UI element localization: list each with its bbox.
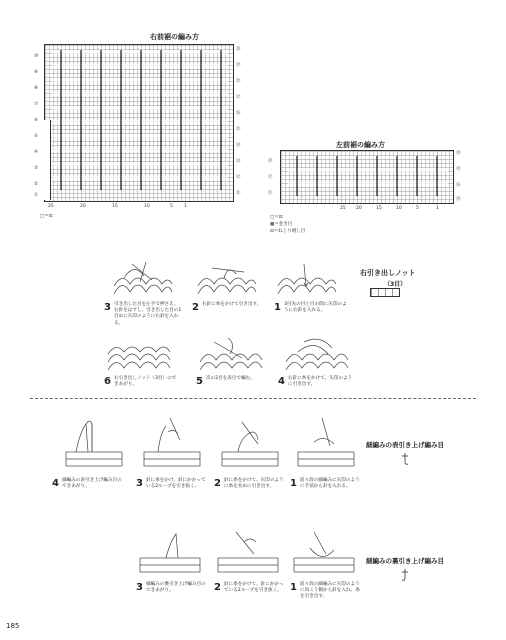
front-post-illustration-3	[140, 412, 204, 474]
chart-left-legend	[270, 214, 305, 235]
back-step-text: 針に糸をかけて、針にかかっている2ループを引き抜く。	[224, 582, 284, 594]
knot-illustration-5	[198, 334, 264, 376]
front-step-text: 針に糸をかけて、矢印のように糸を長めに引き出す。	[224, 478, 284, 490]
row-label: ⑲	[268, 159, 273, 164]
knot-step-text: 右針に糸をかけて引き出す。	[202, 302, 262, 307]
col-label: 10	[396, 206, 402, 211]
row-label: ⑧	[34, 86, 39, 91]
front-post-heading: 細編みの表引き上げ編み目	[366, 441, 444, 449]
col-label: 25	[48, 204, 54, 209]
chart-right-legend	[40, 213, 53, 220]
knot-step-text: 右引き出しノット（3目）のできあがり。	[114, 376, 177, 388]
back-step-number: 3	[136, 582, 143, 593]
knot-symbol	[370, 288, 400, 297]
legend-item: ⊡＝ねじり増し目	[270, 229, 306, 234]
knot-step-number: 4	[278, 376, 285, 387]
row-label: ⑯	[236, 111, 241, 116]
page-number: 185	[6, 622, 20, 630]
chart-right-pattern	[52, 50, 228, 190]
legend-item: ▩＝巻き目	[270, 222, 293, 227]
back-step-text: 細編みの裏引き上げ編み目のできあがり。	[146, 582, 206, 594]
row-label: ⑩	[34, 54, 39, 59]
knot-step-number: 6	[104, 376, 111, 387]
row-label: ⑭	[236, 143, 241, 148]
col-label: 15	[112, 204, 118, 209]
front-post-illustration-4	[62, 412, 126, 474]
chart-right-title: 右前裾の編み方	[150, 33, 199, 41]
row-label: ①	[34, 193, 39, 198]
knot-subheading: （3目）	[384, 281, 407, 288]
chart-right-step	[44, 120, 51, 200]
legend-item: □＝⊡	[270, 215, 283, 220]
col-label: 20	[80, 204, 86, 209]
row-label: ⑤	[34, 134, 39, 139]
chart-left-title: 左前裾の編み方	[336, 141, 385, 149]
back-post-illustration-1	[290, 524, 358, 580]
back-post-illustration-2	[214, 524, 282, 580]
row-label: ⑱	[236, 79, 241, 84]
section-divider	[30, 398, 476, 399]
row-label: ⑰	[268, 175, 273, 180]
knot-step-number: 3	[104, 302, 111, 313]
knot-step-text: 右針に糸をかけて、矢印のように引き出す。	[288, 376, 353, 388]
col-label: 5	[416, 206, 419, 211]
row-label: ⑦	[34, 102, 39, 107]
row-label: ③	[34, 166, 39, 171]
back-step-number: 2	[214, 582, 221, 593]
row-label: ⑨	[34, 70, 39, 75]
row-label: ⑭	[456, 197, 461, 202]
back-post-heading: 細編みの裏引き上げ編み目	[366, 557, 444, 565]
front-step-text: 前々段の細編みに矢印のように手前から針を入れる。	[300, 478, 360, 490]
front-post-illustration-2	[218, 412, 282, 474]
back-post-symbol-icon	[400, 568, 410, 582]
col-label: 15	[376, 206, 382, 211]
col-label: 10	[144, 204, 150, 209]
row-label: ⑯	[456, 183, 461, 188]
row-label: ⑳	[236, 47, 241, 52]
knot-illustration-6	[106, 336, 172, 376]
col-label: 20	[356, 206, 362, 211]
knot-step-text: 引き出した目を左手で押さえ、右針をはずし、引き出した目の1目めに矢印のように右針を入れる。	[114, 302, 182, 326]
front-step-number: 4	[52, 478, 59, 489]
knot-heading: 右引き出しノット	[360, 269, 416, 277]
front-step-number: 3	[136, 478, 143, 489]
front-step-number: 2	[214, 478, 221, 489]
row-label: ⑮	[236, 127, 241, 132]
chart-left-pattern	[288, 156, 448, 196]
col-label: 25	[340, 206, 346, 211]
knot-step-number: 5	[196, 376, 203, 387]
front-step-text: 細編みの表引き上げ編み目のできあがり。	[62, 478, 122, 490]
legend-item: □＝⊡	[40, 214, 53, 219]
front-post-illustration-1	[294, 412, 358, 474]
row-label: ⑬	[236, 159, 241, 164]
knot-step-text: 次の2目を表目で編む。	[206, 376, 255, 381]
front-step-number: 1	[290, 478, 297, 489]
back-step-number: 1	[290, 582, 297, 593]
col-label: 1	[436, 206, 439, 211]
row-label: ④	[34, 150, 39, 155]
row-label: ⑫	[236, 175, 241, 180]
row-label: ⑪	[236, 191, 241, 196]
knot-illustration-1	[274, 258, 338, 300]
row-label: ⑱	[456, 167, 461, 172]
front-post-symbol-icon	[400, 452, 410, 466]
col-label: 5	[170, 204, 173, 209]
row-label: ⑲	[236, 63, 241, 68]
knot-step-number: 1	[274, 302, 281, 313]
knot-illustration-2	[194, 258, 258, 300]
col-label: 1	[184, 204, 187, 209]
row-label: ⑥	[34, 118, 39, 123]
knot-step-number: 2	[192, 302, 199, 313]
row-label: ②	[34, 182, 39, 187]
knot-illustration-3	[110, 258, 174, 300]
row-label: ⑰	[236, 95, 241, 100]
row-label: ⑳	[456, 151, 461, 156]
row-label: ⑮	[268, 191, 273, 196]
knot-step-text: 3目先の目と目の間に矢印のように右針を入れる。	[284, 302, 347, 314]
knot-illustration-4	[284, 334, 350, 376]
back-post-illustration-3	[136, 524, 204, 580]
front-step-text: 針に糸をかけ、針にかかっている2ループを引き抜く。	[146, 478, 206, 490]
back-step-text: 前々段の細編みに矢印のように向こう側から針を入れ、糸を引き出す。	[300, 582, 360, 600]
